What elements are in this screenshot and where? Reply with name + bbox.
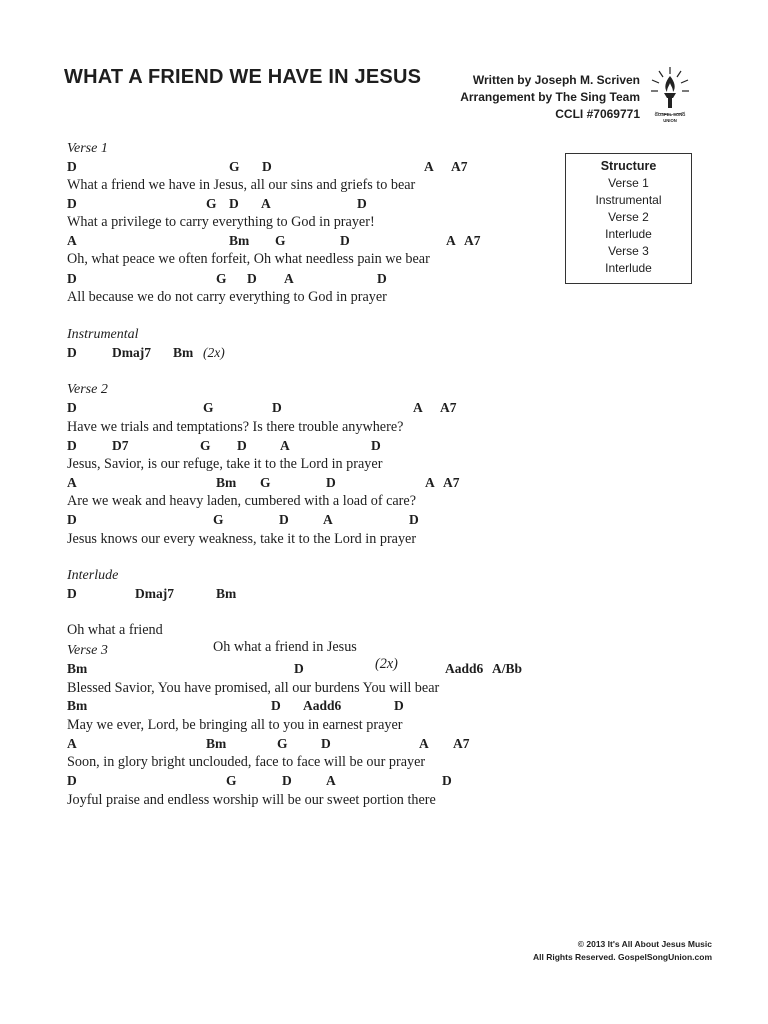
- chord-line: [67, 271, 547, 288]
- footer: [533, 938, 712, 964]
- structure-box: [565, 153, 692, 284]
- chord-line: [67, 400, 547, 417]
- verse1-label: Verse 1: [67, 141, 108, 156]
- structure-item: Verse 2: [608, 210, 649, 224]
- credits: [460, 72, 640, 123]
- chord: G: [226, 773, 237, 788]
- chord: D: [394, 698, 404, 713]
- chord: D: [67, 400, 77, 415]
- chord: D: [67, 438, 77, 453]
- lyric-line: Are we weak and heavy laden, cumbered with a load of care?: [67, 493, 417, 509]
- chord: Bm: [229, 233, 250, 248]
- chord: Dmaj7: [135, 586, 174, 601]
- chord: D: [271, 698, 281, 713]
- structure-item: Interlude: [605, 261, 652, 275]
- rights-text: All Rights Reserved. GospelSongUnion.com: [533, 952, 712, 962]
- chord: A: [326, 773, 336, 788]
- chord: D: [67, 159, 77, 174]
- verse2-label: Verse 2: [67, 382, 108, 397]
- lyric-line: Soon, in glory bright unclouded, face to face will be our prayer: [67, 754, 426, 770]
- chord-line: [67, 345, 367, 363]
- chord: D: [272, 400, 282, 415]
- lyric-line: What a friend we have in Jesus, all our sins and griefs to bear: [67, 177, 416, 193]
- repeat-marker: (2x): [375, 656, 398, 672]
- ccli-number: CCLI #7069771: [555, 107, 640, 121]
- chord-line: [67, 475, 547, 492]
- arrangement-credit: Arrangement by The Sing Team: [460, 90, 640, 104]
- chord-line: [67, 512, 547, 529]
- chord: D: [326, 475, 336, 490]
- lyric-line: What a privilege to carry everything to God in prayer!: [67, 214, 375, 230]
- chord: D: [321, 736, 331, 751]
- chord-line: [67, 233, 547, 250]
- chord: A7: [464, 233, 481, 248]
- copyright-text: © 2013 It's All About Jesus Music: [577, 939, 712, 949]
- chord: Bm: [206, 736, 227, 751]
- chord: D: [67, 196, 77, 211]
- chord: A: [446, 233, 456, 248]
- chord: A: [425, 475, 435, 490]
- chord: D: [282, 773, 292, 788]
- chord: D: [67, 586, 77, 601]
- chord: D7: [112, 438, 129, 453]
- chord: A: [67, 475, 77, 490]
- chord: A/Bb: [492, 661, 523, 676]
- chord: G: [260, 475, 271, 490]
- chord: G: [229, 159, 240, 174]
- writer-credit: Written by Joseph M. Scriven: [472, 73, 640, 87]
- chord-line: [67, 159, 547, 176]
- lyric-line: Jesus, Savior, is our refuge, take it to the Lord in prayer: [67, 456, 383, 472]
- chord: Bm: [216, 586, 237, 601]
- lyric-line: Oh, what peace we often forfeit, Oh what needless pain we bear: [67, 251, 430, 267]
- chord: G: [213, 512, 224, 527]
- chord: D: [294, 661, 304, 676]
- song-title: WHAT A FRIEND WE HAVE IN JESUS: [64, 66, 422, 88]
- interlude-label: Interlude: [67, 568, 119, 583]
- chord-line: [67, 196, 547, 213]
- repeat-marker: (2x): [203, 345, 225, 360]
- chord: Bm: [173, 345, 194, 360]
- gospel-song-union-logo: [648, 64, 692, 126]
- chord: A7: [443, 475, 460, 490]
- chord-line: [67, 736, 547, 753]
- chord: G: [200, 438, 211, 453]
- chord: D: [357, 196, 367, 211]
- logo-text-bottom: UNION: [663, 118, 677, 123]
- chord: D: [229, 196, 239, 211]
- chord: Dmaj7: [112, 345, 151, 360]
- chord: G: [277, 736, 288, 751]
- chord: D: [67, 271, 77, 286]
- chord: A: [261, 196, 271, 211]
- chord: A7: [453, 736, 470, 751]
- chord: G: [275, 233, 286, 248]
- chord-line: [67, 698, 547, 715]
- logo-text-top: GOSPEL SONG: [654, 112, 686, 117]
- chord: D: [67, 345, 77, 360]
- lyric-line: Blessed Savior, You have promised, all our burdens You will bear: [67, 680, 440, 696]
- structure-item: Instrumental: [595, 193, 662, 207]
- chord-line: [67, 438, 547, 455]
- chord: A: [67, 233, 77, 248]
- chord: G: [216, 271, 227, 286]
- chord-line: [67, 773, 547, 790]
- structure-heading: Structure: [600, 159, 657, 173]
- lyric-line: Jesus knows our every weakness, take it to the Lord in prayer: [67, 531, 417, 547]
- chord: D: [340, 233, 350, 248]
- chord: D: [279, 512, 289, 527]
- chord: A: [280, 438, 290, 453]
- chord: A: [419, 736, 429, 751]
- chord: A: [67, 736, 77, 751]
- chord: Aadd6: [445, 661, 484, 676]
- lyric-line: Joyful praise and endless worship will be our sweet portion there: [67, 792, 436, 808]
- chord: A: [424, 159, 434, 174]
- chord: Aadd6: [303, 698, 342, 713]
- chord: D: [262, 159, 272, 174]
- chord: A: [284, 271, 294, 286]
- lyric-line: All because we do not carry everything to God in prayer: [67, 289, 387, 305]
- interlude-lyric-a: Oh what a friend: [67, 622, 163, 638]
- chord: Bm: [67, 698, 88, 713]
- chord: D: [67, 512, 77, 527]
- chord: D: [442, 773, 452, 788]
- instrumental-label: Instrumental: [67, 327, 139, 342]
- chord: A: [323, 512, 333, 527]
- chord: A: [413, 400, 423, 415]
- chord: D: [377, 271, 387, 286]
- chord: G: [203, 400, 214, 415]
- chord: D: [237, 438, 247, 453]
- chord-line: [67, 586, 367, 603]
- chord: Bm: [67, 661, 88, 676]
- chord: D: [409, 512, 419, 527]
- chord: D: [67, 773, 77, 788]
- chord: Bm: [216, 475, 237, 490]
- chord: A7: [440, 400, 457, 415]
- chord: D: [371, 438, 381, 453]
- interlude-lyric-b: Oh what a friend in Jesus: [213, 639, 357, 655]
- structure-item: Interlude: [605, 227, 652, 241]
- chord: A7: [451, 159, 468, 174]
- chord-line: [67, 661, 547, 678]
- chord: G: [206, 196, 217, 211]
- structure-item: Verse 3: [608, 244, 649, 258]
- chord: D: [247, 271, 257, 286]
- verse3-label: Verse 3: [67, 643, 108, 658]
- lyric-line: May we ever, Lord, be bringing all to you in earnest prayer: [67, 717, 403, 733]
- structure-item: Verse 1: [608, 176, 649, 190]
- lyric-line: Have we trials and temptations? Is there trouble anywhere?: [67, 419, 404, 435]
